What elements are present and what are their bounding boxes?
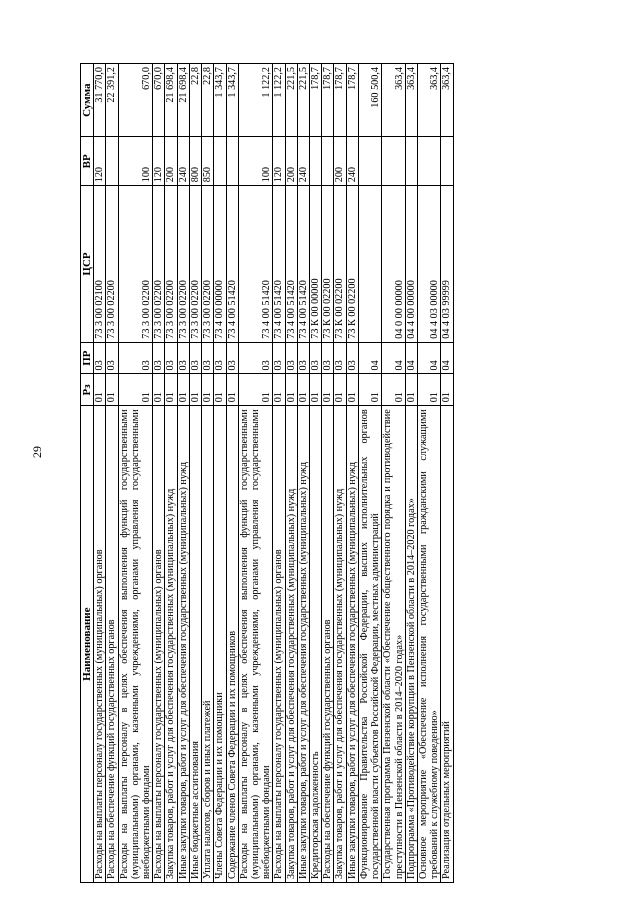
cell-rz: 01 [226,374,238,406]
cell-sum: 21 698,4 [177,64,189,137]
cell-rz: 01 [214,374,226,406]
cell-csr: 73 3 00 02100 [94,186,106,342]
header-vr: ВР [81,137,94,186]
cell-name: Иные закупки товаров, работ и услуг для обеспечения государственных (муниципальных) нужд [177,406,189,883]
cell-pr: 03 [238,342,273,374]
cell-pr: 03 [94,342,106,374]
cell-name: Уплата налогов, сборов и иных платежей [202,406,214,883]
cell-sum: 22,8 [189,64,201,137]
cell-rz: 01 [238,374,273,406]
cell-sum: 221,5 [285,64,297,137]
table-row [382,64,405,883]
cell-csr: 73 К 00 00000 [310,186,322,342]
table-row [177,64,189,883]
table-row [441,64,453,883]
table-row [165,64,177,883]
cell-name: Иные бюджетные ассигнования [189,406,201,883]
table-row [358,64,381,883]
cell-rz: 01 [346,374,358,406]
cell-vr [405,137,417,186]
cell-rz: 01 [177,374,189,406]
cell-name: Иные закупки товаров, работ и услуг для обеспечения государственных (муниципальных) нужд [346,406,358,883]
cell-csr: 73 К 00 02200 [346,186,358,342]
header-rz: Рз [81,374,94,406]
cell-csr: 73 3 00 02200 [177,186,189,342]
cell-pr: 03 [346,342,358,374]
cell-vr [441,137,453,186]
cell-vr: 120 [153,137,165,186]
cell-rz: 01 [334,374,346,406]
cell-vr [214,137,226,186]
cell-vr: 100 [118,137,153,186]
cell-sum: 1 343,7 [214,64,226,137]
cell-rz: 01 [189,374,201,406]
cell-name: Расходы на обеспечение функций государственных органов [106,406,118,883]
page-number: 29 [30,446,44,458]
cell-sum: 363,4 [441,64,453,137]
table-row [310,64,322,883]
cell-rz: 01 [273,374,285,406]
cell-rz: 01 [94,374,106,406]
cell-sum: 160 500,4 [358,64,381,137]
cell-name: Расходы на выплаты персоналу государственных (муниципальных) органов [273,406,285,883]
cell-vr: 240 [297,137,309,186]
cell-vr: 200 [165,137,177,186]
cell-csr: 73 3 00 02200 [106,186,118,342]
cell-vr [310,137,322,186]
cell-pr: 04 [358,342,381,374]
cell-csr: 73 4 00 51420 [226,186,238,342]
cell-name: Расходы на обеспечение функций государственных органов [322,406,334,883]
cell-csr: 73 3 00 02200 [189,186,201,342]
cell-name: Государственная программа Пензенской области «Обеспечение общественного порядка и противодействие преступности в Пензенской области в 2014–2020 годах» [382,406,405,883]
cell-csr: 73 4 00 51420 [238,186,273,342]
cell-csr: 73 4 00 51420 [285,186,297,342]
cell-vr [322,137,334,186]
cell-csr [358,186,381,342]
cell-rz: 01 [358,374,381,406]
table-row [346,64,358,883]
cell-csr: 73 3 00 02200 [118,186,153,342]
cell-rz: 01 [297,374,309,406]
header-csr: ЦСР [81,186,94,342]
cell-vr: 800 [189,137,201,186]
table-row [334,64,346,883]
cell-vr: 200 [334,137,346,186]
rotated-page-content [80,63,566,883]
cell-pr: 03 [153,342,165,374]
table-row [418,64,441,883]
cell-rz: 01 [118,374,153,406]
cell-name: Расходы на выплаты персоналу государственных (муниципальных) органов [94,406,106,883]
cell-csr: 73 3 00 02200 [153,186,165,342]
cell-rz: 01 [165,374,177,406]
cell-vr: 200 [285,137,297,186]
cell-sum: 670,0 [118,64,153,137]
table-row [322,64,334,883]
cell-csr: 73 4 00 51420 [273,186,285,342]
cell-vr [358,137,381,186]
cell-sum: 22,8 [202,64,214,137]
cell-rz: 01 [153,374,165,406]
cell-pr: 04 [418,342,441,374]
table-row [189,64,201,883]
cell-pr: 03 [297,342,309,374]
cell-vr [382,137,405,186]
cell-sum: 22 391,2 [106,64,118,137]
cell-rz: 01 [285,374,297,406]
cell-name: Функционирование Правительства Российской Федерации, высших исполнительных органов государственной власти субъектов Российской Федерации, местных администраций [358,406,381,883]
cell-csr: 04 4 00 00000 [405,186,417,342]
cell-name: Члены Совета Федерации и их помощники [214,406,226,883]
cell-sum: 363,4 [405,64,417,137]
header-sum: Сумма [81,64,94,137]
table-header-row [81,64,94,883]
cell-vr [226,137,238,186]
cell-csr: 73 4 00 00000 [214,186,226,342]
table-row [297,64,309,883]
cell-csr: 73 4 00 51420 [297,186,309,342]
budget-table [80,63,454,883]
table-row [94,64,106,883]
cell-rz: 01 [418,374,441,406]
header-pr: ПР [81,342,94,374]
cell-name: Подпрограмма «Противодействие коррупции в Пензенской области в 2014–2020 годах» [405,406,417,883]
cell-vr: 120 [273,137,285,186]
cell-name: Расходы на выплаты персоналу в целях обеспечения выполнения функций государственными (муниципальными) органами, казенными учреждениями, органами управления государственными внебюджетными фондами [238,406,273,883]
table-row [273,64,285,883]
cell-rz: 01 [106,374,118,406]
cell-name: Расходы на выплаты персоналу в целях обеспечения выполнения функций государственными (муниципальными) органами, казенными учреждениями, органами управления государственными внебюджетными фондами [118,406,153,883]
cell-rz: 01 [322,374,334,406]
cell-pr: 03 [310,342,322,374]
cell-csr: 73 3 00 02200 [202,186,214,342]
cell-csr: 04 4 03 99999 [441,186,453,342]
table-row [285,64,297,883]
cell-rz: 01 [310,374,322,406]
table-body [94,64,454,883]
table-row [214,64,226,883]
table-row [153,64,165,883]
cell-sum: 178,7 [334,64,346,137]
cell-sum: 31 770,0 [94,64,106,137]
cell-sum: 178,7 [322,64,334,137]
table-row [405,64,417,883]
cell-csr: 73 К 00 02200 [322,186,334,342]
cell-name: Реализация отдельных мероприятий [441,406,453,883]
cell-vr: 240 [346,137,358,186]
cell-vr [106,137,118,186]
cell-name: Кредиторская задолженность [310,406,322,883]
cell-sum: 1 122,2 [273,64,285,137]
cell-name: Расходы на выплаты персоналу государственных (муниципальных) органов [153,406,165,883]
cell-pr: 03 [273,342,285,374]
cell-sum: 363,4 [382,64,405,137]
cell-pr: 03 [118,342,153,374]
cell-sum: 221,5 [297,64,309,137]
cell-pr: 03 [165,342,177,374]
cell-sum: 178,7 [310,64,322,137]
cell-rz: 01 [202,374,214,406]
table-row [238,64,273,883]
cell-pr: 03 [214,342,226,374]
cell-pr: 04 [382,342,405,374]
table-row [118,64,153,883]
cell-csr: 73 3 00 02200 [165,186,177,342]
cell-name: Закупка товаров, работ и услуг для обеспечения государственных (муниципальных) нужд [334,406,346,883]
cell-sum: 363,4 [418,64,441,137]
cell-vr: 850 [202,137,214,186]
cell-sum: 1 343,7 [226,64,238,137]
cell-csr: 04 4 03 00000 [418,186,441,342]
cell-sum: 1 122,2 [238,64,273,137]
table-row [202,64,214,883]
cell-sum: 670,0 [153,64,165,137]
table-row [226,64,238,883]
cell-vr: 120 [94,137,106,186]
cell-vr: 100 [238,137,273,186]
cell-sum: 21 698,4 [165,64,177,137]
cell-name: Иные закупки товаров, работ и услуг для обеспечения государственных (муниципальных) нужд [297,406,309,883]
cell-rz: 01 [441,374,453,406]
cell-rz: 01 [405,374,417,406]
cell-pr: 04 [405,342,417,374]
cell-pr: 03 [177,342,189,374]
cell-sum: 178,7 [346,64,358,137]
header-name: Наименование [81,406,94,883]
cell-pr: 03 [189,342,201,374]
cell-rz: 01 [382,374,405,406]
cell-pr: 03 [334,342,346,374]
cell-name: Закупка товаров, работ и услуг для обеспечения государственных (муниципальных) нужд [165,406,177,883]
cell-csr: 04 0 00 00000 [382,186,405,342]
cell-name: Закупка товаров, работ и услуг для обеспечения государственных (муниципальных) нужд [285,406,297,883]
cell-pr: 04 [441,342,453,374]
cell-pr: 03 [106,342,118,374]
cell-pr: 03 [322,342,334,374]
cell-name: Основное мероприятие «Обеспечение исполнения государственными гражданскими служащими требований к служебному поведению» [418,406,441,883]
cell-pr: 03 [285,342,297,374]
cell-csr: 73 К 00 02200 [334,186,346,342]
table-row [106,64,118,883]
cell-vr [418,137,441,186]
cell-pr: 03 [202,342,214,374]
cell-name: Содержание членов Совета Федерации и их помощников [226,406,238,883]
cell-pr: 03 [226,342,238,374]
cell-vr: 240 [177,137,189,186]
